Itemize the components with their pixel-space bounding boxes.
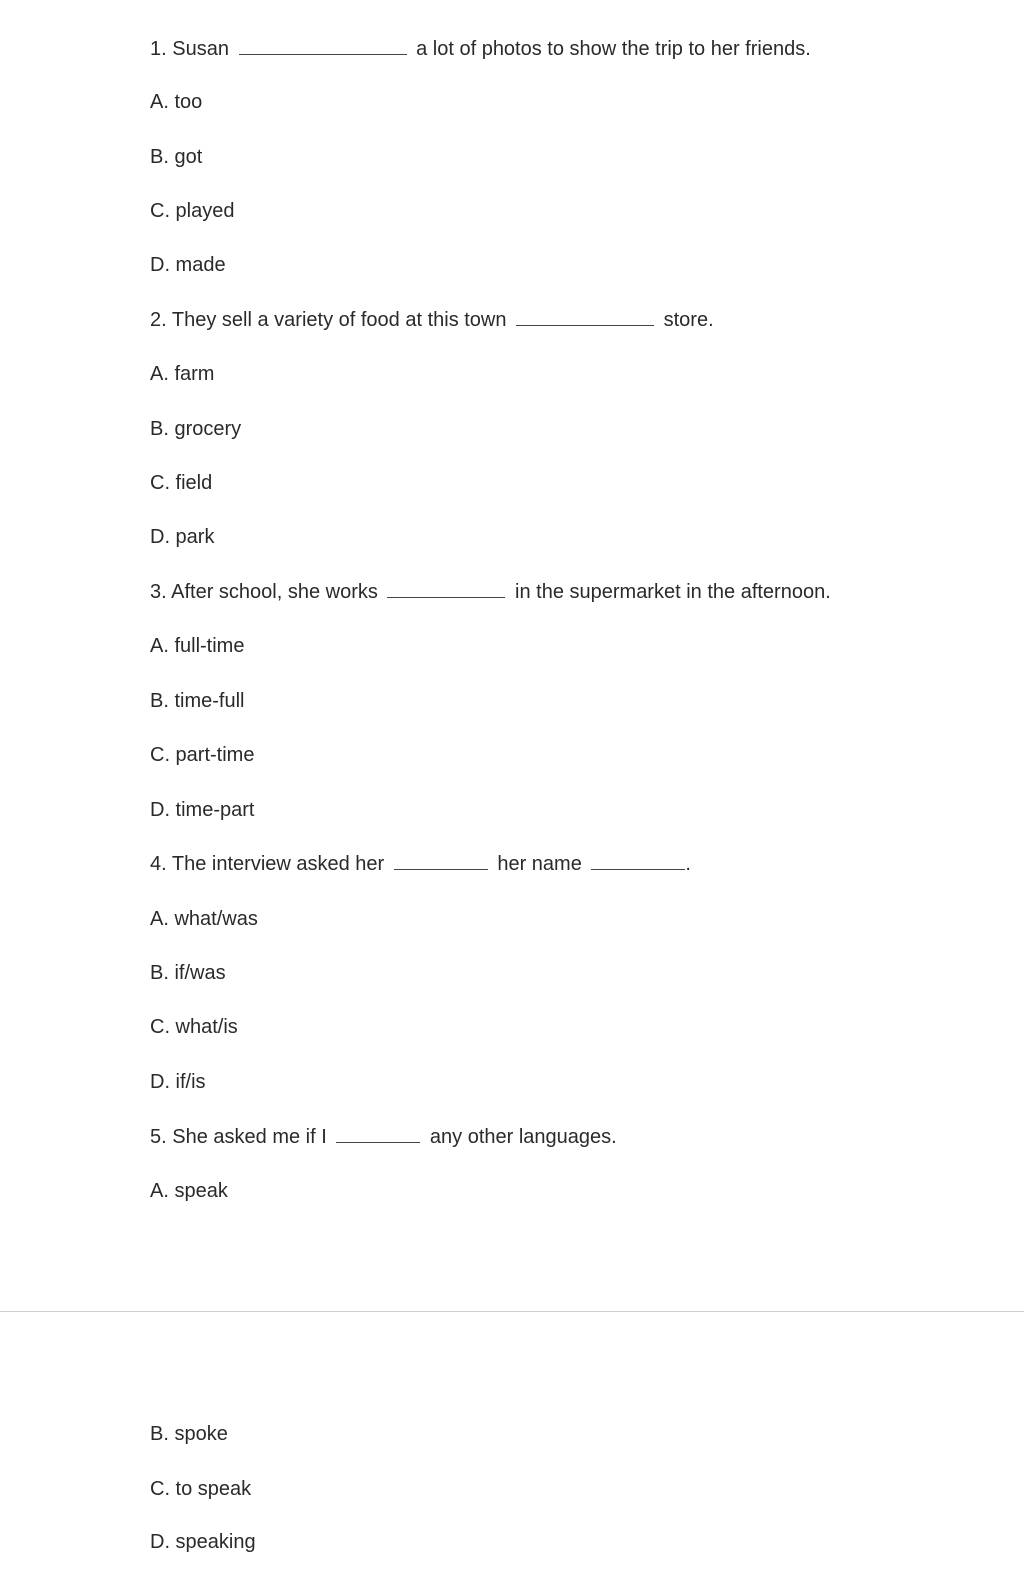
question-text: . (685, 853, 691, 875)
option: D. speaking (150, 1531, 256, 1553)
option: D. time-part (150, 799, 255, 821)
answer-blank (394, 853, 488, 870)
question-text: her name (497, 853, 582, 875)
option: A. speak (150, 1180, 228, 1202)
option: B. spoke (150, 1423, 228, 1445)
answer-blank (336, 1126, 420, 1143)
question-3 (150, 580, 831, 604)
option: A. full-time (150, 635, 245, 657)
option: D. park (150, 526, 215, 548)
question-number: 5. (150, 1126, 167, 1148)
question-text: She asked me if I (172, 1126, 327, 1148)
question-number: 2. (150, 309, 167, 331)
answer-blank (239, 38, 407, 55)
question-text: in the supermarket in the afternoon. (515, 581, 831, 603)
option: D. made (150, 254, 226, 276)
option: B. got (150, 146, 203, 168)
answer-blank (516, 309, 654, 326)
question-5 (150, 1125, 617, 1149)
question-text: a lot of photos to show the trip to her friends. (416, 38, 811, 60)
question-number: 1. (150, 38, 167, 60)
option: A. farm (150, 363, 215, 385)
question-text: The interview asked her (171, 853, 385, 875)
question-text: Susan (172, 38, 229, 60)
option: C. to speak (150, 1478, 252, 1500)
option: C. field (150, 472, 213, 494)
question-text: store. (663, 309, 714, 331)
answer-blank (591, 853, 685, 870)
page-divider (0, 1311, 1024, 1312)
question-4 (150, 852, 691, 876)
answer-blank (387, 581, 505, 598)
question-2 (150, 308, 714, 332)
option: B. if/was (150, 962, 226, 984)
option: C. played (150, 200, 235, 222)
question-text: They sell a variety of food at this town (171, 309, 507, 331)
option: B. grocery (150, 418, 242, 440)
option: A. what/was (150, 908, 258, 930)
option: C. part-time (150, 744, 255, 766)
question-text: any other languages. (429, 1126, 617, 1148)
option: C. what/is (150, 1016, 238, 1038)
option: A. too (150, 91, 203, 113)
option: D. if/is (150, 1071, 206, 1093)
question-number: 3. (150, 581, 167, 603)
question-1 (150, 37, 811, 61)
question-text: After school, she works (171, 581, 378, 603)
option: B. time-full (150, 690, 245, 712)
question-number: 4. (150, 853, 167, 875)
